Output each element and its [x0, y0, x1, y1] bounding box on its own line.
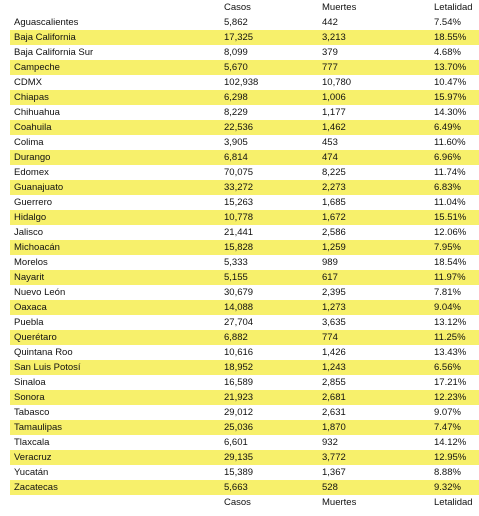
casos-value: 18,952 — [224, 362, 254, 373]
muertes-value: 3,213 — [322, 32, 346, 43]
state-name: Puebla — [14, 317, 44, 328]
covid-state-table — [10, 0, 479, 510]
letalidad-value: 12.95% — [434, 452, 467, 463]
state-name: Nayarit — [14, 272, 45, 283]
table-row — [10, 450, 479, 465]
letalidad-value: 13.70% — [434, 62, 467, 73]
casos-value: 5,663 — [224, 482, 248, 493]
table-row — [10, 420, 479, 435]
muertes-value: 932 — [322, 437, 338, 448]
letalidad-value: 14.30% — [434, 107, 467, 118]
table-row — [10, 330, 479, 345]
muertes-value: 3,635 — [322, 317, 346, 328]
letalidad-value: 6.56% — [434, 362, 461, 373]
state-name: Tabasco — [14, 407, 50, 418]
muertes-value: 1,672 — [322, 212, 346, 223]
letalidad-value: 11.97% — [434, 272, 466, 283]
table-footer-row — [10, 495, 479, 510]
letalidad-value: 11.25% — [434, 332, 466, 343]
casos-value: 10,616 — [224, 347, 254, 358]
muertes-value: 1,426 — [322, 347, 346, 358]
muertes-value: 1,273 — [322, 302, 346, 313]
letalidad-value: 12.23% — [434, 392, 467, 403]
letalidad-value: 15.51% — [434, 212, 467, 223]
casos-value: 17,325 — [224, 32, 254, 43]
muertes-value: 617 — [322, 272, 338, 283]
letalidad-value: 7.81% — [434, 287, 461, 298]
muertes-value: 2,586 — [322, 227, 346, 238]
letalidad-value: 10.47% — [434, 77, 467, 88]
muertes-value: 1,685 — [322, 197, 346, 208]
table-row — [10, 345, 479, 360]
casos-value: 22,536 — [224, 122, 254, 133]
state-name: Tamaulipas — [14, 422, 63, 433]
letalidad-value: 4.68% — [434, 47, 461, 58]
header-muertes: Muertes — [322, 2, 357, 13]
letalidad-value: 6.96% — [434, 152, 461, 163]
state-name: Quintana Roo — [14, 347, 73, 358]
table-row — [10, 225, 479, 240]
table-row — [10, 360, 479, 375]
state-name: Campeche — [14, 62, 60, 73]
muertes-value: 474 — [322, 152, 338, 163]
table-row — [10, 165, 479, 180]
table-row — [10, 75, 479, 90]
state-name: Tlaxcala — [14, 437, 50, 448]
state-name: Veracruz — [14, 452, 52, 463]
casos-value: 14,088 — [224, 302, 254, 313]
casos-value: 33,272 — [224, 182, 254, 193]
muertes-value: 2,681 — [322, 392, 346, 403]
muertes-value: 1,177 — [322, 107, 346, 118]
muertes-value: 442 — [322, 17, 338, 28]
table-row — [10, 150, 479, 165]
casos-value: 27,704 — [224, 317, 254, 328]
table-row — [10, 30, 479, 45]
state-name: Edomex — [14, 167, 49, 178]
table-row — [10, 45, 479, 60]
header-casos: Casos — [224, 2, 251, 13]
letalidad-value: 11.04% — [434, 197, 466, 208]
state-name: Zacatecas — [14, 482, 58, 493]
table-row — [10, 285, 479, 300]
letalidad-value: 13.12% — [434, 317, 467, 328]
letalidad-value: 17.21% — [434, 377, 467, 388]
state-name: Oaxaca — [14, 302, 47, 313]
letalidad-value: 9.04% — [434, 302, 461, 313]
casos-value: 6,882 — [224, 332, 248, 343]
muertes-value: 2,273 — [322, 182, 346, 193]
muertes-value: 1,006 — [322, 92, 346, 103]
muertes-value: 10,780 — [322, 77, 352, 88]
muertes-value: 1,367 — [322, 467, 346, 478]
muertes-value: 1,870 — [322, 422, 346, 433]
casos-value: 8,229 — [224, 107, 248, 118]
state-name: Baja California — [14, 32, 76, 43]
casos-value: 29,012 — [224, 407, 254, 418]
muertes-value: 989 — [322, 257, 338, 268]
table-row — [10, 180, 479, 195]
casos-value: 15,263 — [224, 197, 254, 208]
muertes-value: 3,772 — [322, 452, 346, 463]
letalidad-value: 13.43% — [434, 347, 467, 358]
state-name: Coahuila — [14, 122, 52, 133]
state-name: Baja California Sur — [14, 47, 94, 58]
table-row — [10, 195, 479, 210]
casos-value: 10,778 — [224, 212, 254, 223]
muertes-value: 528 — [322, 482, 338, 493]
casos-value: 5,862 — [224, 17, 248, 28]
casos-value: 5,670 — [224, 62, 248, 73]
letalidad-value: 18.54% — [434, 257, 467, 268]
table-row — [10, 210, 479, 225]
table-row — [10, 480, 479, 495]
state-name: Guanajuato — [14, 182, 64, 193]
letalidad-value: 8.88% — [434, 467, 461, 478]
casos-value: 25,036 — [224, 422, 254, 433]
letalidad-value: 6.83% — [434, 182, 461, 193]
letalidad-value: 15.97% — [434, 92, 467, 103]
muertes-value: 379 — [322, 47, 338, 58]
letalidad-value: 11.74% — [434, 167, 466, 178]
table-row — [10, 105, 479, 120]
table-row — [10, 315, 479, 330]
muertes-value: 1,259 — [322, 242, 346, 253]
table-row — [10, 90, 479, 105]
casos-value: 8,099 — [224, 47, 248, 58]
table-row — [10, 465, 479, 480]
casos-value: 70,075 — [224, 167, 254, 178]
table-row — [10, 135, 479, 150]
table-body — [10, 15, 479, 495]
casos-value: 15,828 — [224, 242, 254, 253]
state-name: Nuevo León — [14, 287, 66, 298]
footer-letalidad: Letalidad — [434, 497, 473, 508]
table-row — [10, 60, 479, 75]
table-row — [10, 375, 479, 390]
casos-value: 30,679 — [224, 287, 254, 298]
table-row — [10, 120, 479, 135]
casos-value: 6,601 — [224, 437, 248, 448]
state-name: Durango — [14, 152, 51, 163]
state-name: Colima — [14, 137, 44, 148]
letalidad-value: 9.32% — [434, 482, 461, 493]
state-name: Jalisco — [14, 227, 44, 238]
muertes-value: 1,462 — [322, 122, 346, 133]
table-row — [10, 255, 479, 270]
table-row — [10, 435, 479, 450]
state-name: San Luis Potosí — [14, 362, 81, 373]
letalidad-value: 11.60% — [434, 137, 466, 148]
state-name: Guerrero — [14, 197, 53, 208]
letalidad-value: 14.12% — [434, 437, 467, 448]
state-name: Sonora — [14, 392, 45, 403]
state-name: Yucatán — [14, 467, 49, 478]
letalidad-value: 12.06% — [434, 227, 467, 238]
table-row — [10, 405, 479, 420]
muertes-value: 8,225 — [322, 167, 346, 178]
footer-casos: Casos — [224, 497, 251, 508]
casos-value: 5,333 — [224, 257, 248, 268]
table-row — [10, 240, 479, 255]
muertes-value: 2,855 — [322, 377, 346, 388]
footer-muertes: Muertes — [322, 497, 357, 508]
state-name: Chihuahua — [14, 107, 60, 118]
casos-value: 5,155 — [224, 272, 248, 283]
letalidad-value: 7.54% — [434, 17, 461, 28]
state-name: Morelos — [14, 257, 48, 268]
letalidad-value: 7.47% — [434, 422, 461, 433]
letalidad-value: 18.55% — [434, 32, 467, 43]
table-row — [10, 390, 479, 405]
state-name: Aguascalientes — [14, 17, 79, 28]
casos-value: 21,923 — [224, 392, 254, 403]
muertes-value: 777 — [322, 62, 338, 73]
table-row — [10, 270, 479, 285]
state-name: Sinaloa — [14, 377, 46, 388]
header-letalidad: Letalidad — [434, 2, 473, 13]
letalidad-value: 6.49% — [434, 122, 461, 133]
state-name: Querétaro — [14, 332, 57, 343]
casos-value: 3,905 — [224, 137, 248, 148]
muertes-value: 2,631 — [322, 407, 346, 418]
casos-value: 6,814 — [224, 152, 248, 163]
casos-value: 15,389 — [224, 467, 254, 478]
muertes-value: 2,395 — [322, 287, 346, 298]
muertes-value: 1,243 — [322, 362, 346, 373]
table-row — [10, 300, 479, 315]
state-name: Hidalgo — [14, 212, 47, 223]
casos-value: 6,298 — [224, 92, 248, 103]
muertes-value: 774 — [322, 332, 338, 343]
casos-value: 21,441 — [224, 227, 254, 238]
state-name: CDMX — [14, 77, 42, 88]
letalidad-value: 9.07% — [434, 407, 461, 418]
letalidad-value: 7.95% — [434, 242, 461, 253]
casos-value: 16,589 — [224, 377, 254, 388]
muertes-value: 453 — [322, 137, 338, 148]
table-row — [10, 15, 479, 30]
state-name: Michoacán — [14, 242, 60, 253]
casos-value: 29,135 — [224, 452, 254, 463]
state-name: Chiapas — [14, 92, 49, 103]
casos-value: 102,938 — [224, 77, 259, 88]
table-header-row — [10, 0, 479, 15]
